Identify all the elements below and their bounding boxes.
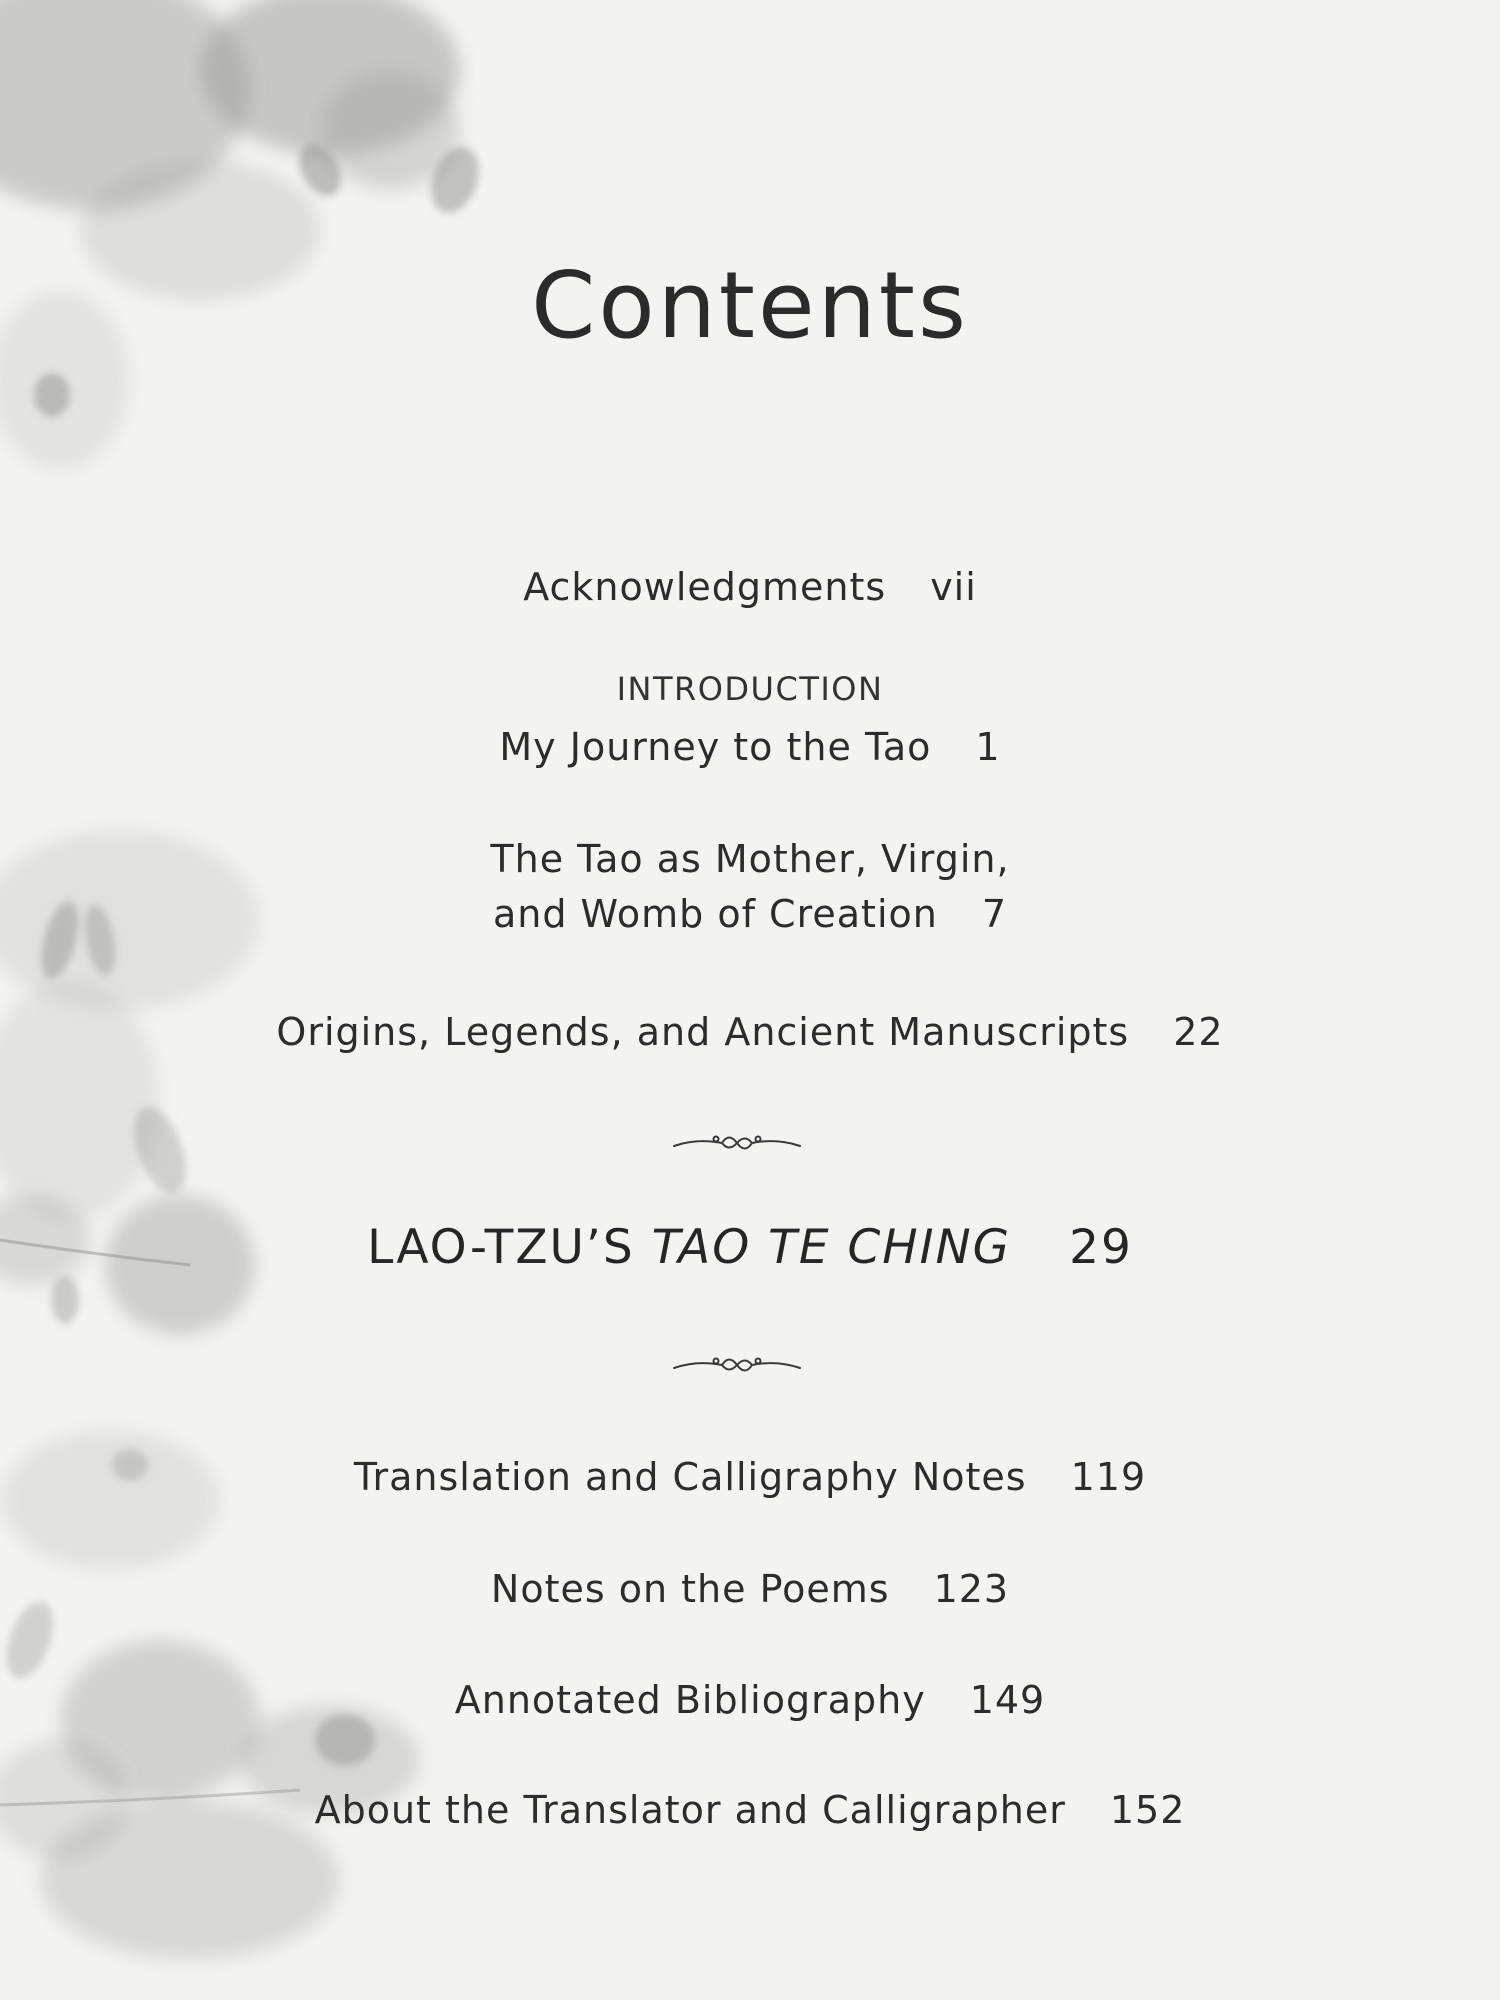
page-title: Contents xyxy=(531,252,969,359)
toc-entry-label-line1: The Tao as Mother, Virgin, xyxy=(490,837,1010,881)
toc-page-number: 29 xyxy=(1069,1220,1133,1275)
toc-entry-poem-notes[interactable] xyxy=(0,1562,1500,1617)
flourish-ornament-icon xyxy=(672,1128,802,1158)
toc-page-number: 119 xyxy=(1070,1455,1147,1499)
flourish-ornament-icon xyxy=(672,1350,802,1380)
toc-entry-translation-notes[interactable] xyxy=(0,1450,1500,1505)
toc-entry-label: Notes on the Poems xyxy=(490,1567,890,1611)
toc-entry-label: Acknowledgments xyxy=(523,565,887,609)
toc-entry-tao-te-ching[interactable] xyxy=(0,1220,1500,1275)
toc-entry-prefix: LAO-TZU’S xyxy=(367,1220,635,1275)
toc-entry-journey[interactable] xyxy=(0,720,1500,775)
toc-entry-label: About the Translator and Calligrapher xyxy=(314,1788,1066,1832)
toc-entry-label: Annotated Bibliography xyxy=(454,1678,926,1722)
toc-entry-label-line2: and Womb of Creation xyxy=(492,892,938,937)
toc-entry-label: Translation and Calligraphy Notes xyxy=(353,1455,1027,1499)
toc-page-number: 1 xyxy=(975,725,1001,769)
toc-page-number: 149 xyxy=(969,1678,1046,1722)
toc-entry-about[interactable] xyxy=(0,1783,1500,1838)
toc-entry-bibliography[interactable] xyxy=(0,1673,1500,1728)
section-heading-introduction: INTRODUCTION xyxy=(616,670,884,708)
toc-entry-label: Origins, Legends, and Ancient Manuscripts xyxy=(276,1010,1130,1054)
toc-page-number: 123 xyxy=(933,1567,1010,1611)
toc-page-number: 22 xyxy=(1173,1010,1224,1054)
toc-entry-acknowledgments[interactable] xyxy=(0,560,1500,615)
toc-page-number: 7 xyxy=(981,892,1008,937)
toc-page-number: 152 xyxy=(1109,1788,1186,1832)
toc-entry-origins[interactable] xyxy=(0,1005,1500,1060)
toc-entry-label: My Journey to the Tao xyxy=(499,725,932,769)
toc-entry-tao-mother[interactable] xyxy=(0,832,1500,942)
toc-page-number: vii xyxy=(930,565,977,609)
toc-entry-book-title: TAO TE CHING xyxy=(651,1220,1012,1275)
